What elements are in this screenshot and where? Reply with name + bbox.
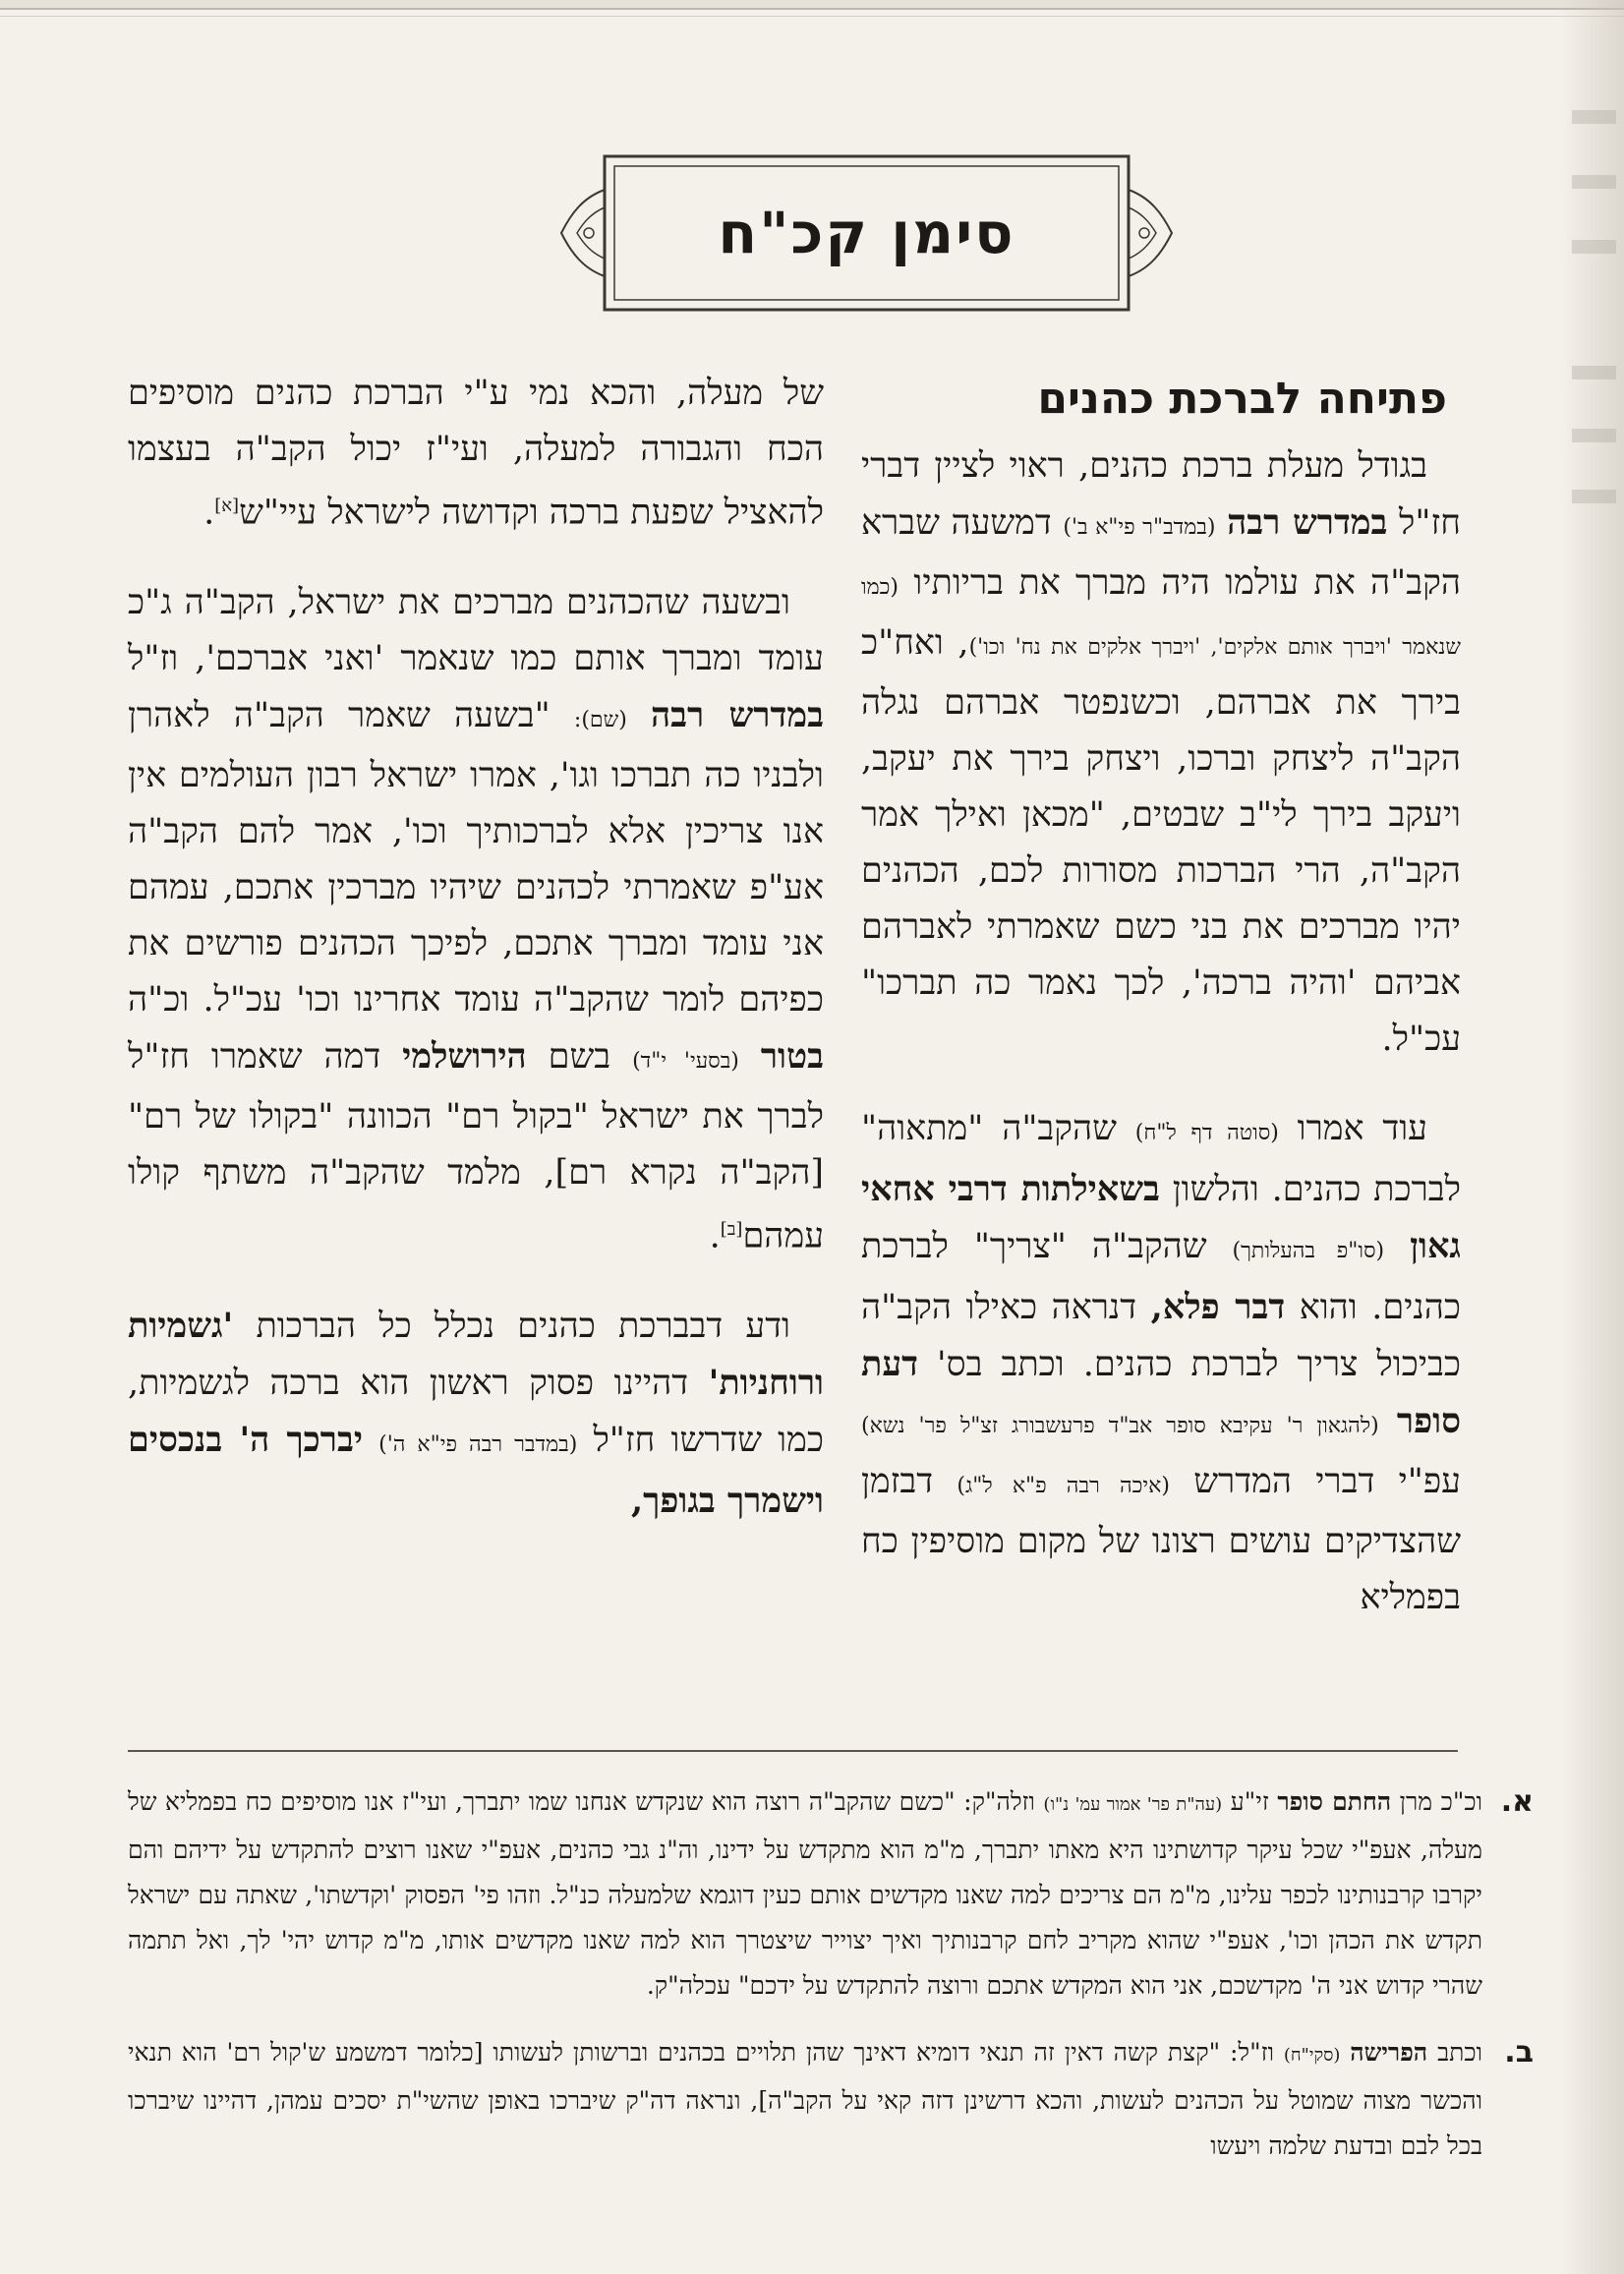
text-column-right xyxy=(861,366,1461,1703)
footnote: ב. וכתב הפרישה (סקי"ח) וז"ל: "קצת קשה דאין זה תנאי דומיא דאינך שהן תלויים בכהנים וברשותן לעשותו [כלומר דמשמע ש'קול רם' הוא תנאי והכשר מצוה שמוטל על הכהנים לעשות, והכא דרשינן דזה קאי על הקב"ה], ונראה דה"ק שיברכו באופן שהשי"ת יסכים עמהן, דהיינו שיברכו בכל לבם ובדעת שלמה ויעשו xyxy=(128,2030,1534,2169)
bleed-through-mark xyxy=(1572,490,1616,503)
paragraph: בגודל מעלת ברכת כהנים, ראוי לציין דברי חז"ל במדרש רבה (במדב"ר פי"א ב') דמשעה שברא הקב"ה את עולמו היה מברך את בריותיו (כמו שנאמר 'ויברך אותם אלקים', 'ויברך אלקים את נח' וכו'), ואח"כ בירך את אברהם, וכשנפטר אברהם נגלה הקב"ה ליצחק וברכו, ויצחק בירך את יעקב, ויעקב בירך לי"ב שבטים, "מכאן ואילך אמר הקב"ה, הרי הברכות מסורות לכם, הכהנים יהיו מברכים את בני כשם שאמרתי לאברהם אביהם 'והיה ברכה', לכך נאמר כה תברכו" עכ"ל. xyxy=(861,446,1461,1059)
footnotes xyxy=(128,1779,1534,2190)
paragraph: ובשעה שהכהנים מברכים את ישראל, הקב"ה ג"כ עומד ומברך אותם כמו שנאמר 'ואני אברכם', וז"ל במדרש רבה (שם): "בשעה שאמר הקב"ה לאהרן ולבניו כה תברכו וגו', אמרו ישראל רבון העולמים אין אנו צריכין אלא לברכותיך וכו', אמר להם הקב"ה אע"פ שאמרתי לכהנים שיהיו מברכין אתכם, עמהם אני עומד ומברך אתכם, לפיכך הכהנים פורשים את כפיהם לומר שהקב"ה עומד אחרינו וכו' עכ"ל. וכ"ה בטור (בסעי' י"ד) בשם הירושלמי דמה שאמרו חז"ל לברך את ישראל "בקול רם" הכוונה "בקולו של רם" [הקב"ה נקרא רם], מלמד שהקב"ה משתף קולו עמהם[ב]. xyxy=(128,582,824,1256)
bleed-through-mark xyxy=(1572,240,1616,254)
bleed-through-mark xyxy=(1572,366,1616,379)
chapter-heading-frame xyxy=(553,150,1180,316)
section-title: פתיחה לברכת כהנים xyxy=(1037,374,1447,424)
bleed-through-mark xyxy=(1572,110,1616,124)
footnote-letter: א. xyxy=(1500,1784,1534,1819)
paragraph: של מעלה, והכא נמי ע"י הברכת כהנים מוסיפים הכח והגבורה למעלה, ועי"ז יכול הקב"ה בעצמו להאציל שפעת ברכה וקדושה לישראל עיי"ש[א]. xyxy=(128,374,824,533)
paragraph: ודע דבברכת כהנים נכלל כל הברכות 'גשמיות ורוחניות' דהיינו פסוק ראשון הוא ברכה לגשמיות, כמו שדרשו חז"ל (במדבר רבה פי"א ה') יברכך ה' בנכסים וישמרך בגופך, xyxy=(128,1306,824,1522)
chapter-title: סימן קכ"ח xyxy=(718,200,1015,266)
text-column-left xyxy=(128,366,824,1703)
bleed-through-mark xyxy=(1572,429,1616,442)
page-top-rule xyxy=(0,8,1624,17)
page-top-shade xyxy=(0,0,1624,8)
paragraph: עוד אמרו (סוטה דף ל"ח) שהקב"ה "מתאוה" לברכת כהנים. והלשון בשאילתות דרבי אחאי גאון (סו"פ בהעלותך) שהקב"ה "צריך" לברכת כהנים. והוא דבר פלא, דנראה כאילו הקב"ה כביכול צריך לברכת כהנים. וכתב בס' דעת סופר (להגאון ר' עקיבא סופר אב"ד פרעשבורג זצ"ל פר' נשא) עפ"י דברי המדרש (איכה רבה פ"א ל"ג) דבזמן שהצדיקים עושים רצונו של מקום מוסיפין כח בפמליא xyxy=(861,1109,1462,1617)
bleed-through-mark xyxy=(1572,175,1616,189)
footnote: א. וכ"כ מרן החתם סופר זי"ע (עה"ת פר' אמור עמ' נ"ו) וזלה"ק: "כשם שהקב"ה רוצה הוא שנקדש אנחנו שמו יתברך, ועי"ז אנו מוסיפים כח בפמליא של מעלה, אעפ"י שכל עיקר קדושתינו היא מאתו יתברך, מ"מ הוא מתקדש על ידינו, וה"נ גבי כהנים, אעפ"י שאנו רוצים להתקדש על ידיהם והם יקרבו קרבנותינו לכפר עלינו, מ"מ הם צריכים למה שאנו מקדשים אותם כעין דוגמא שלמעלה כנ"ל. וזהו פי' הפסוק 'וקדשתו', שאתה עם ישראל תקדש את הכהן וכו', אעפ"י שהוא מקריב לחם קרבנותיך ואיך יצוייר שיצטרך הוא למה שאנו מקדשים אותו, מ"מ קדוש יהי' לך, ואל תתמה שהרי קדוש אני ה' מקדשכם, אני הוא המקדש אתכם ורוצה להתקדש על ידכם" עכלה"ק. xyxy=(128,1779,1534,2009)
page-binding-shadow xyxy=(1560,0,1624,2274)
footnote-letter: ב. xyxy=(1504,2035,1534,2070)
footnote-divider xyxy=(128,1750,1458,1752)
